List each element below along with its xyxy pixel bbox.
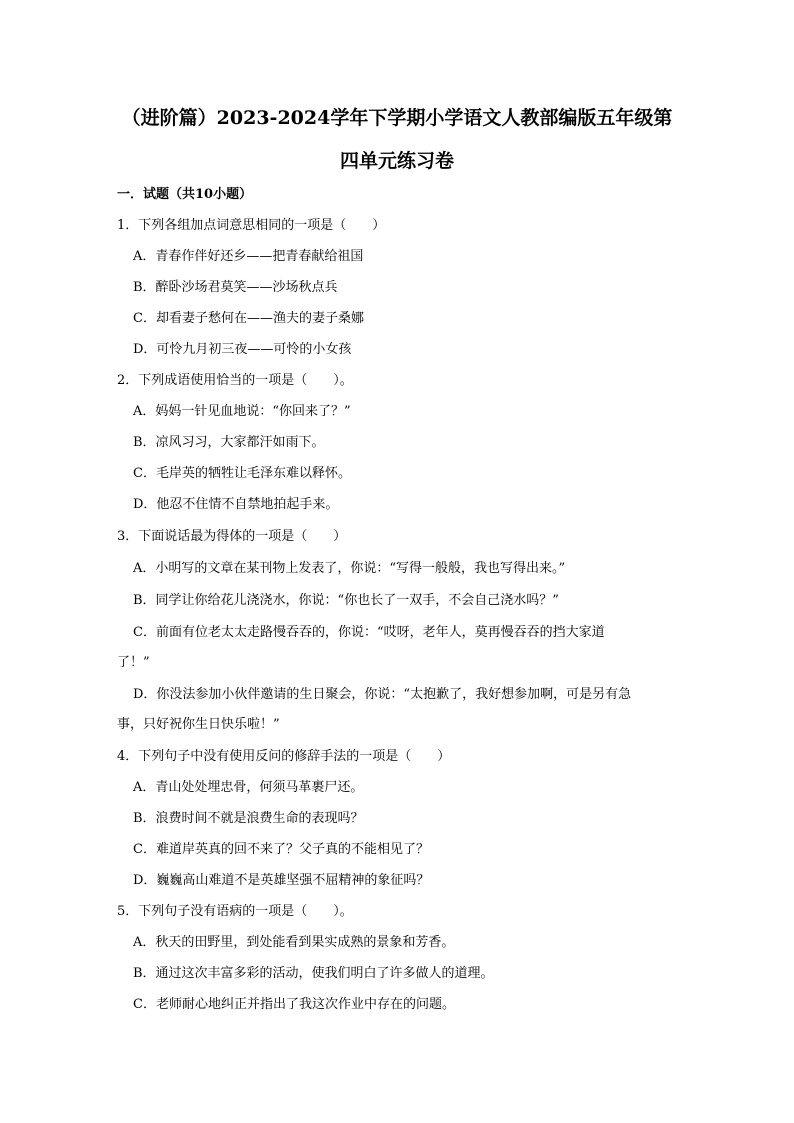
- question-2-option-b: B．凉风习习，大家都汗如雨下。: [133, 435, 325, 450]
- question-1-stem: 1．下列各组加点词意思相同的一项是（ ）: [117, 218, 386, 233]
- question-4-stem: 4．下列句子中没有使用反问的修辞手法的一项是（ ）: [117, 749, 451, 764]
- section-heading: 一．试题（共10小题）: [117, 187, 253, 202]
- question-2-option-c: C．毛岸英的牺牲让毛泽东难以释怀。: [133, 466, 351, 481]
- question-2-option-d: D．他忍不住情不自禁地拍起手来。: [133, 497, 339, 512]
- question-4-option-b: B．浪费时间不就是浪费生命的表现吗？: [133, 811, 364, 826]
- question-3-option-d: D．你没法参加小伙伴邀请的生日聚会，你说：“太抱歉了，我好想参加啊，可是另有急: [133, 687, 632, 702]
- exam-title-line2: 四单元练习卷: [339, 150, 454, 172]
- question-5-option-a: A．秋天的田野里，到处能看到果实成熟的景象和芳香。: [133, 935, 455, 950]
- question-3-option-c: C．前面有位老太太走路慢吞吞的，你说：“哎呀，老年人，莫再慢吞吞的挡大家道: [133, 625, 605, 640]
- question-5-option-c: C．老师耐心地纠正并指出了我这次作业中存在的问题。: [133, 997, 455, 1012]
- exam-title-line1: （进阶篇）2023-2024学年下学期小学语文人教部编版五年级第: [121, 107, 673, 129]
- question-5-stem: 5．下列句子没有语病的一项是（ ）。: [117, 904, 353, 919]
- question-4-option-d: D．巍巍高山难道不是英雄坚强不屈精神的象征吗？: [133, 873, 430, 888]
- question-4-option-c: C．难道岸英真的回不来了？父子真的不能相见了？: [133, 842, 429, 857]
- question-3-stem: 3．下面说话最为得体的一项是（ ）: [117, 529, 347, 544]
- question-1-option-a: A．青春作伴好还乡——把青春献给祖国: [133, 249, 364, 264]
- question-2-option-a: A．妈妈一针见血地说：“你回来了？”: [133, 404, 351, 419]
- question-1-option-b: B．醉卧沙场君莫笑——沙场秋点兵: [133, 280, 338, 295]
- question-2-stem: 2．下列成语使用恰当的一项是（ ）。: [117, 373, 353, 388]
- question-1-option-c: C．却看妻子愁何在——渔夫的妻子桑娜: [133, 311, 364, 326]
- question-4-option-a: A．青山处处埋忠骨，何须马革裹尸还。: [133, 780, 364, 795]
- question-1-option-d: D．可怜九月初三夜——可怜的小女孩: [133, 342, 352, 357]
- question-3-option-c-continuation: 了！”: [117, 655, 150, 670]
- question-3-option-d-continuation: 事，只好祝你生日快乐啦！”: [117, 717, 280, 732]
- question-5-option-b: B．通过这次丰富多彩的活动，使我们明白了许多做人的道理。: [133, 966, 494, 981]
- question-3-option-a: A．小明写的文章在某刊物上发表了，你说：“写得一般般，我也写得出来。”: [133, 561, 566, 576]
- question-3-option-b: B．同学让你给花儿浇浇水，你说：“你也长了一双手，不会自己浇水吗？”: [133, 593, 559, 608]
